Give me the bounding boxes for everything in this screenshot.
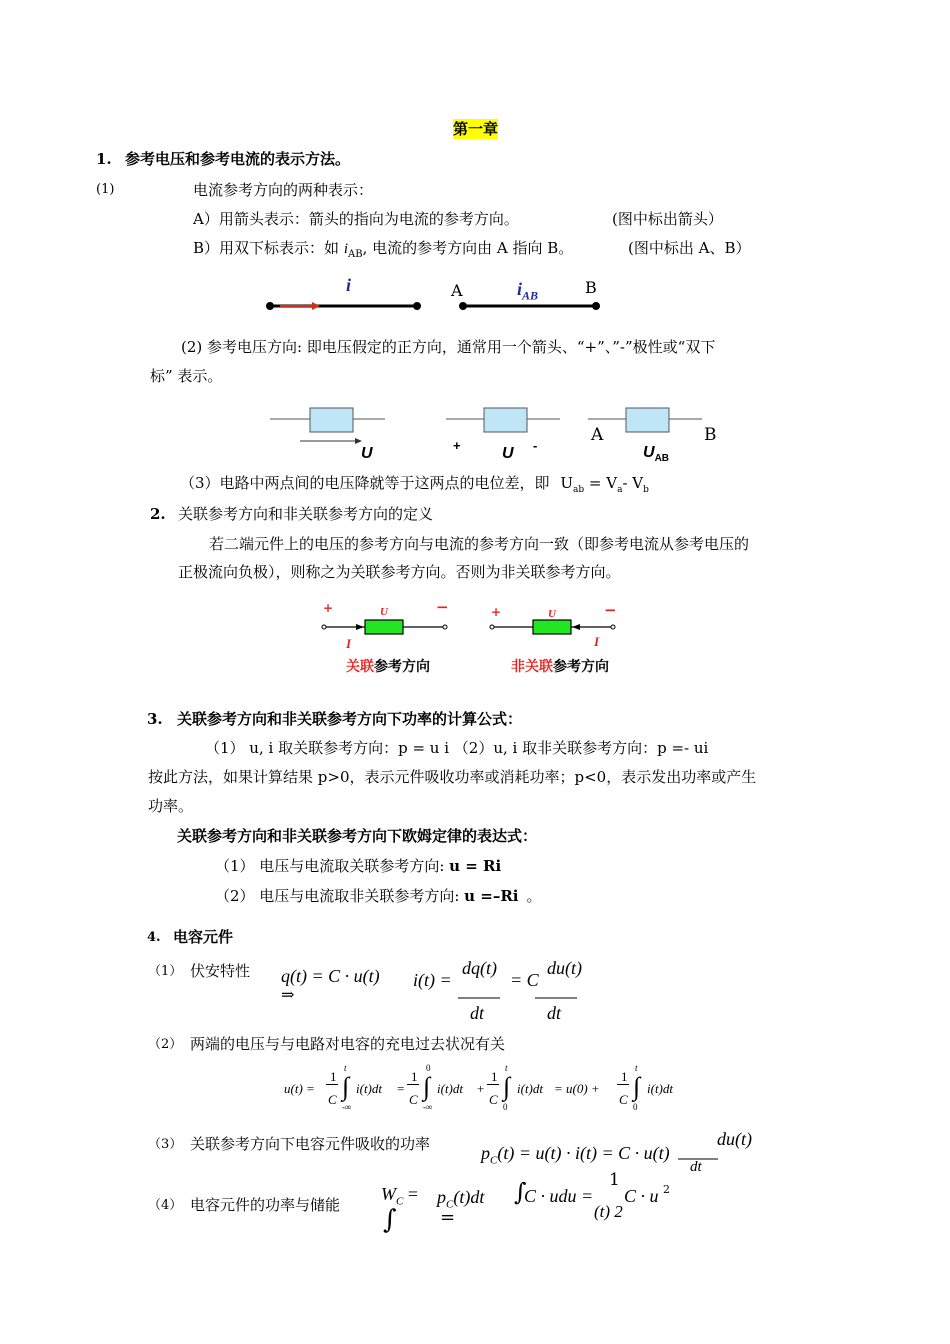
implies-icon: ⇒	[281, 985, 295, 1004]
cap-item2-number: （2）	[148, 1037, 183, 1052]
cap-dt-denominator-1: dt	[470, 1003, 485, 1023]
cap-dt-denominator-2: dt	[547, 1003, 562, 1023]
figure2-u2-label: U	[502, 445, 514, 462]
section3-line1: （1） u, i 取关联参考方向：p = u i （2）u, i 取非关联参考方向：p =- ui	[205, 739, 709, 757]
fraction-bar	[535, 997, 577, 999]
terminal-dot	[459, 302, 467, 310]
section1-item1-text: 电流参考方向的两种表示：	[193, 181, 374, 199]
cap-energy-square: 2	[663, 1183, 670, 1196]
item1-b-subscript: AB	[347, 249, 363, 260]
figure2-uab-label: $U_{AB}$	[643, 444, 670, 465]
section4-number: 4.	[147, 930, 161, 945]
figure2-u1-label: U	[361, 445, 373, 462]
cap-energy-equals: =	[440, 1207, 456, 1228]
figure3-U1: U	[380, 606, 388, 618]
figure1-iAB-label: $i_{AB}$	[517, 279, 539, 303]
cap-equals-C: = C	[510, 970, 539, 990]
cap-item1-text: 伏安特性	[190, 962, 251, 980]
figure3-plus1: +	[323, 601, 334, 615]
chapter-title: 第一章	[453, 120, 499, 138]
cap-item1-number: （1）	[148, 964, 183, 979]
section3-line2: 按此方法，如果计算结果 p>0，表示元件吸收功率或消耗功率；p<0，表示发出功率或产生	[148, 768, 757, 786]
terminal-dot	[443, 625, 447, 629]
ohm-law-item1: （1） 电压与电流取关联参考方向: u = Ri	[215, 857, 502, 875]
item3-text: （3）电路中两点间的电压降就等于这两点的电位差，即	[180, 474, 550, 492]
figure3-caption-nonassociated: 非关联参考方向	[511, 659, 609, 675]
cap-dq-numerator: dq(t)	[462, 958, 497, 978]
section1-item1-b-note: (图中标出 A、B）	[628, 239, 751, 257]
figure1-A-label: A	[451, 281, 463, 300]
cap-item3-text: 关联参考方向下电容元件吸收的功率	[190, 1135, 431, 1153]
section2-number: 2.	[150, 505, 166, 523]
cap-du-numerator: du(t)	[547, 958, 582, 978]
figure3-caption-associated: 关联参考方向	[346, 659, 430, 675]
cap-energy-cu: C · u	[624, 1186, 659, 1206]
section1-heading: 参考电压和参考电流的表示方法。	[125, 150, 351, 168]
arrowhead-icon	[312, 302, 320, 310]
cap-item4-text: 电容元件的功率与储能	[190, 1196, 341, 1214]
section1-number: 1.	[96, 150, 112, 168]
ohm-law-heading: 关联参考方向和非关联参考方向下欧姆定律的表达式：	[177, 827, 538, 845]
section2-line2: 正极流向负极），则称之为关联参考方向。否则为非关联参考方向。	[178, 563, 621, 581]
figure2-A-label: A	[591, 425, 604, 445]
fraction-bar	[458, 997, 500, 999]
figure3-plus2: +	[491, 605, 502, 619]
cap-energy-cudu: C · udu =	[524, 1186, 594, 1206]
section3-line3: 功率。	[148, 797, 194, 815]
section3-number: 3.	[147, 710, 163, 728]
reference-direction-figure	[318, 600, 628, 650]
cap-item4-number: （4）	[148, 1198, 183, 1213]
terminal-dot	[592, 302, 600, 310]
figure3-I1: I	[346, 636, 352, 651]
terminal-dot	[266, 302, 274, 310]
cap-energy-one-half-numerator: 1	[609, 1170, 620, 1190]
resistor-box	[365, 620, 403, 634]
integral-icon: ∫	[383, 1205, 397, 1235]
arrowhead-icon	[356, 624, 364, 630]
section1-item1-a-note: (图中标出箭头）	[612, 210, 723, 228]
section1-item2-line1: (2) 参考电压方向: 即电压假定的正方向，通常用一个箭头、“+”、”-”极性或“双下	[181, 338, 716, 356]
cap-charge-formula: q(t) = C · u(t)	[281, 966, 380, 986]
figure3-minus2: −	[604, 601, 617, 619]
section1-item1-number: (1)	[96, 182, 115, 197]
terminal-dot	[611, 625, 615, 629]
cap-energy-integrand: $p_C(t)dt$	[437, 1187, 485, 1211]
current-direction-figure	[260, 270, 620, 320]
figure3-U2: U	[548, 608, 556, 620]
figure2-B-label: B	[704, 425, 717, 445]
resistor-box	[484, 408, 527, 432]
section1-item3	[180, 473, 649, 500]
cap-current-lhs: i(t) =	[413, 970, 452, 990]
figure3-minus1: −	[436, 598, 449, 616]
figure3-I2: I	[594, 634, 600, 649]
terminal-dot	[322, 625, 326, 629]
cap-item3-number: （3）	[148, 1137, 183, 1152]
section3-heading: 关联参考方向和非关联参考方向下功率的计算公式：	[177, 710, 523, 728]
cap-item2-text: 两端的电压与与电路对电容的充电过去状况有关	[190, 1035, 506, 1053]
cap-energy-lhs: $W_C$ =	[381, 1184, 418, 1208]
figure2-plus-label: +	[453, 438, 461, 453]
item3-formula: $U_{ab} = V_a-$ $V_b$	[560, 474, 649, 495]
section2-heading: 关联参考方向和非关联参考方向的定义	[178, 505, 434, 523]
resistor-box	[626, 408, 669, 432]
item1-b-prefix: B）用双下标表示：如	[193, 239, 340, 257]
ohm-law-item2: （2） 电压与电流取非关联参考方向: u =–Ri 。	[215, 887, 542, 905]
cap-power-dt: dt	[690, 1159, 702, 1175]
figure1-i-label: i	[346, 275, 352, 295]
cap-energy-denominator: (t) 2	[594, 1202, 623, 1221]
section4-heading: 电容元件	[173, 928, 234, 946]
cap-power-formula: $p_C(t) = u(t) \cdot i(t) = C \cdot u(t)$	[481, 1143, 670, 1167]
terminal-dot	[413, 302, 421, 310]
section2-line1: 若二端元件上的电压的参考方向与电流的参考方向一致（即参考电流从参考电压的	[209, 535, 750, 553]
terminal-dot	[490, 625, 494, 629]
section1-item2-line2: 标” 表示。	[150, 367, 223, 385]
figure1-B-label: B	[585, 278, 597, 297]
item1-b-symbol: i	[343, 241, 348, 257]
cap-power-du: du(t)	[717, 1129, 752, 1149]
resistor-box	[310, 408, 353, 432]
item1-b-suffix: , 电流的参考方向由 A 指向 B。	[362, 239, 574, 257]
section1-item1-a: A）用箭头表示：箭头的指向为电流的参考方向。	[193, 210, 519, 228]
cap-voltage-integral-formula: u(t) = 1 C ∫ t -∞ i(t)dt = 1 C ∫ 0 -∞ i(t)dt + 1 C ∫ t 0 i(t)dt = u(0) + 1 C ∫ t 0 i(t)dt	[284, 1063, 673, 1112]
integral-icon: ∫	[514, 1178, 527, 1206]
figure2-minus-label: -	[533, 438, 538, 453]
section1-item1-b	[193, 238, 573, 265]
